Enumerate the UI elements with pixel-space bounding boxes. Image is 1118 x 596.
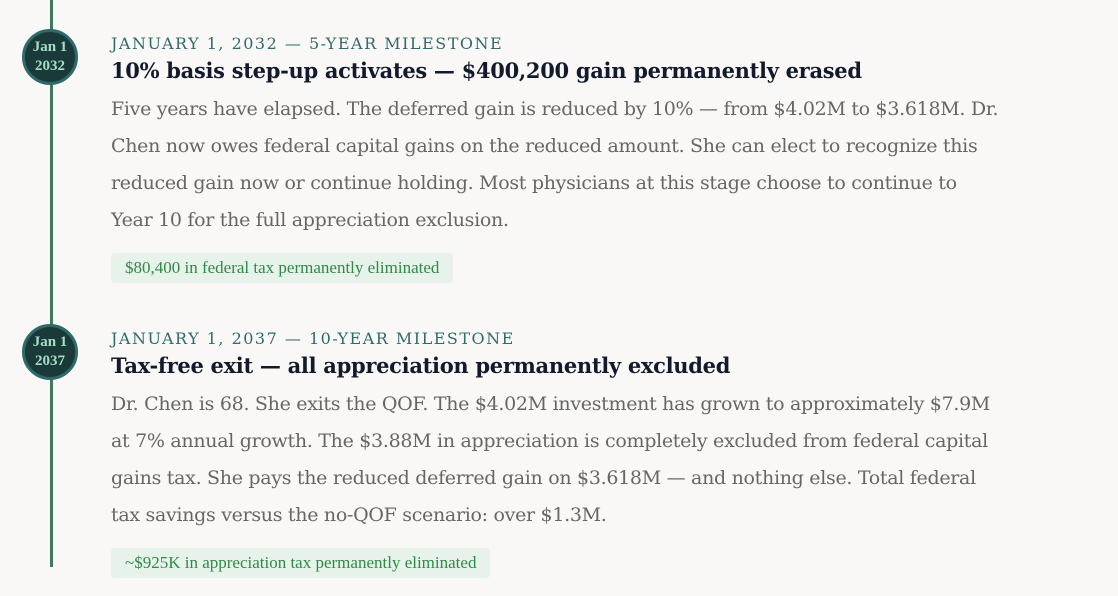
event-body [111,386,1071,534]
event-body [111,91,1071,239]
event-title: 10% basis step-up activates — $400,200 gain permanently erased [111,58,862,83]
event-title: Tax-free exit — all appreciation permanently excluded [111,353,731,378]
date-node [22,29,78,85]
savings-badge: ~$925K in appreciation tax permanently eliminated [111,548,490,578]
date-node-year: 2032 [35,58,65,74]
date-node [22,324,78,380]
event-body-line: Five years have elapsed. The deferred gain is reduced by 10% — from $4.02M to $3.618M. Dr. [111,98,999,120]
event-content [111,34,1071,283]
date-node-month-day: Jan 1 [32,39,68,55]
event-body-line: Year 10 for the full appreciation exclusion. [111,209,509,231]
date-node-year: 2037 [35,353,65,369]
event-body-line: Chen now owes federal capital gains on the reduced amount. She can elect to recognize this [111,135,978,157]
event-kicker: JANUARY 1, 2032 — 5-YEAR MILESTONE [111,34,504,53]
event-body-line: gains tax. She pays the reduced deferred gain on $3.618M — and nothing else. Total federal [111,467,976,489]
event-body-line: at 7% annual growth. The $3.88M in appreciation is completely excluded from federal capital [111,430,988,452]
event-kicker: JANUARY 1, 2037 — 10-YEAR MILESTONE [111,329,515,348]
event-content [111,329,1071,578]
event-body-line: Dr. Chen is 68. She exits the QOF. The $4.02M investment has grown to approximately $7.9M [111,393,991,415]
date-node-month-day: Jan 1 [32,334,68,350]
event-body-line: reduced gain now or continue holding. Most physicians at this stage choose to continue to [111,172,957,194]
savings-badge: $80,400 in federal tax permanently eliminated [111,253,453,283]
timeline-line [50,0,53,567]
event-body-line: tax savings versus the no-QOF scenario: over $1.3M. [111,504,607,526]
